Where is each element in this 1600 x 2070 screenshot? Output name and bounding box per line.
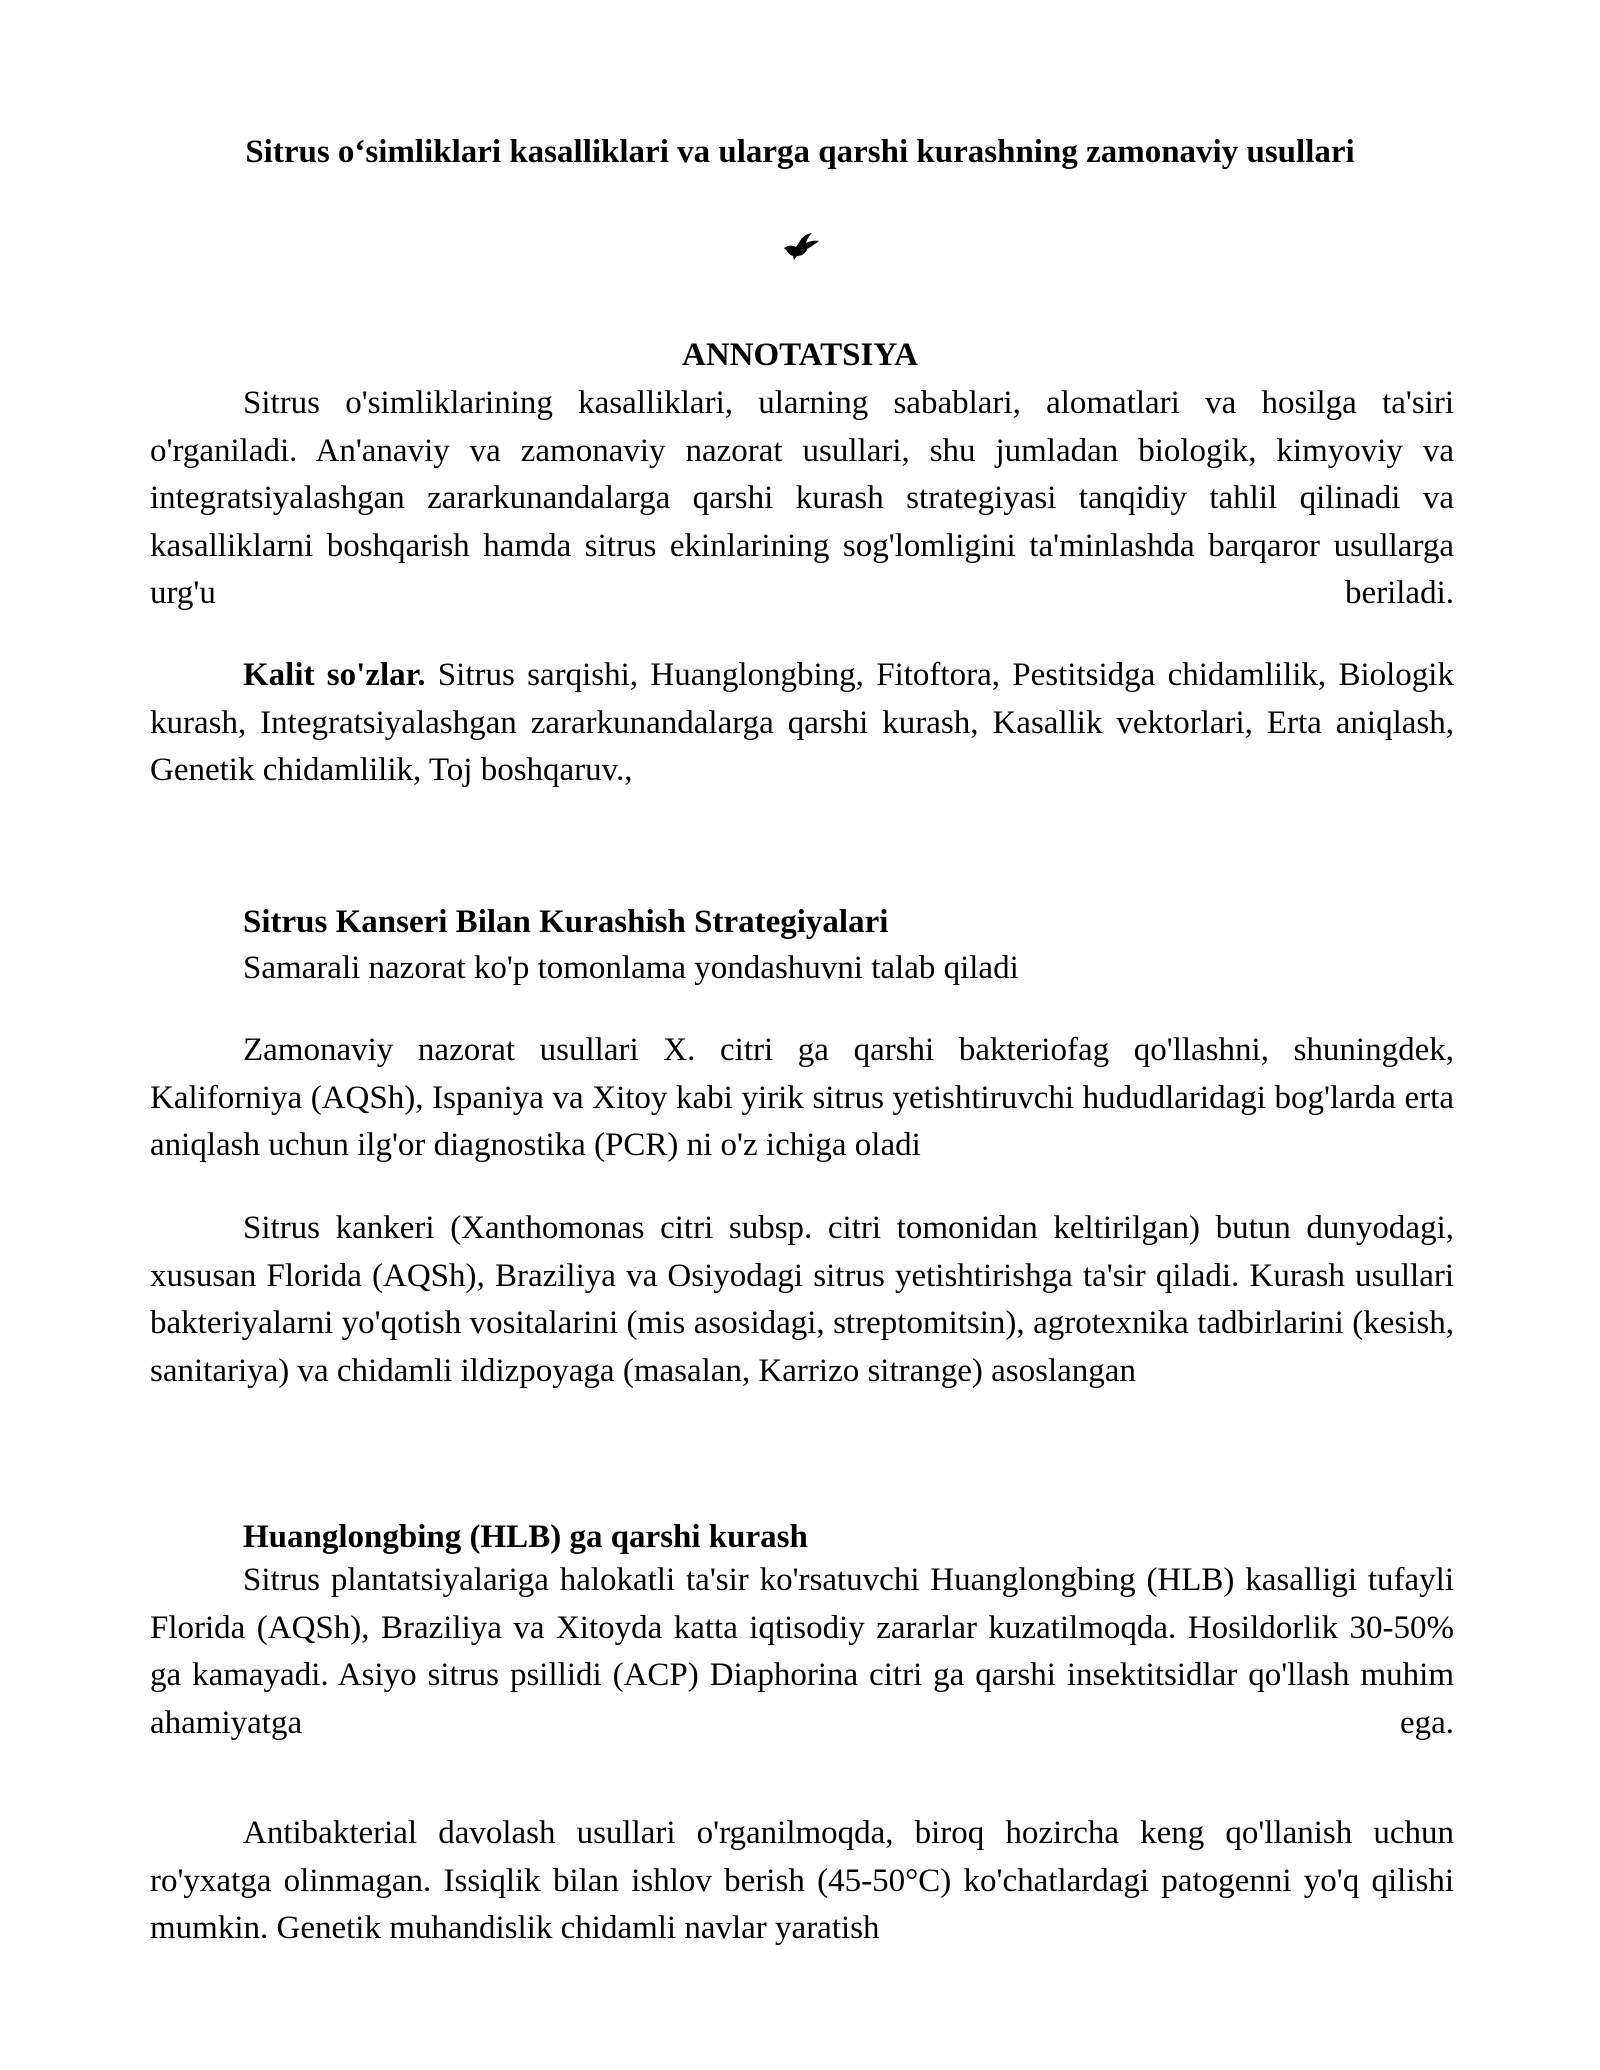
- keywords-paragraph: [150, 652, 1454, 795]
- annotation-heading: ANNOTATSIYA: [682, 337, 918, 373]
- section-subtitle-canker: Samarali nazorat ko'p tomonlama yondashuvni talab qiladi: [243, 950, 1019, 986]
- hlb-paragraph-2: Antibakterial davolash usullari o'rganilmoqda, biroq hozircha keng qo'llanish uchun ro'yxatga olinmagan. Issiqlik bilan ishlov berish (45-50°C) ko'chatlardagi patogenni yo'q qilishi mumkin. Genetik muhandislik chidamli navlar yaratish: [150, 1815, 1454, 1946]
- keywords-label: Kalit so'zlar.: [243, 657, 426, 693]
- hlb-paragraph-1: Sitrus plantatsiyalariga halokatli ta'sir ko'rsatuvchi Huanglongbing (HLB) kasalligi tufayli Florida (AQSh), Braziliya va Xitoyda katta iqtisodiy zararlar kuzatilmoqda. Hosildorlik 30-50% ga kamayadi. Asiyo sitrus psillidi (ACP) Diaphorina citri ga qarshi insektitsidlar qo'llash muhim ahamiyatga ega.: [150, 1562, 1454, 1741]
- section-heading-canker: Sitrus Kanseri Bilan Kurashish Strategiyalari: [243, 904, 889, 940]
- dove-icon: [782, 231, 820, 261]
- canker-paragraph-1: Zamonaviy nazorat usullari X. citri ga qarshi bakteriofag qo'llashni, shuningdek, Kaliforniya (AQSh), Ispaniya va Xitoy kabi yirik sitrus yetishtiruvchi hududlaridagi bog'larda erta aniqlash uchun ilg'or diagnostika (PCR) ni o'z ichiga oladi: [150, 1032, 1454, 1163]
- canker-paragraph-2: Sitrus kankeri (Xanthomonas citri subsp. citri tomonidan keltirilgan) butun dunyodagi, xususan Florida (AQSh), Braziliya va Osiyodagi sitrus yetishtirishga ta'sir qiladi. Kurash usullari bakteriyalarni yo'qotish vositalarini (mis asosidagi, streptomitsin), agrotexnika tadbirlarini (kesish, sanitariya) va chidamli ildizpoyaga (masalan, Karrizo sitrange) asoslangan: [150, 1210, 1454, 1389]
- annotation-paragraph: Sitrus o'simliklarining kasalliklari, ularning sabablari, alomatlari va hosilga ta'siri o'rganiladi. An'anaviy va zamonaviy nazorat usullari, shu jumladan biologik, kimyoviy va integratsiyalashgan zararkunandalarga qarshi kurash strategiyasi tanqidiy tahlil qilinadi va kasalliklarni boshqarish hamda sitrus ekinlarining sog'lomligini ta'minlashda barqaror usullarga urg'u beriladi.: [150, 385, 1454, 611]
- keywords-text: Sitrus sarqishi, Huanglongbing, Fitoftora, Pestitsidga chidamlilik, Biologik kurash, Integratsiyalashgan zararkunandalarga qarshi kurash, Kasallik vektorlari, Erta aniqlash, Genetik chidamlilik, Toj boshqaruv.,: [150, 657, 1454, 788]
- document-title: Sitrus o‘simliklari kasalliklari va ularga qarshi kurashning zamonaviy usullari: [245, 134, 1355, 170]
- section-heading-hlb: Huanglongbing (HLB) ga qarshi kurash: [243, 1519, 808, 1555]
